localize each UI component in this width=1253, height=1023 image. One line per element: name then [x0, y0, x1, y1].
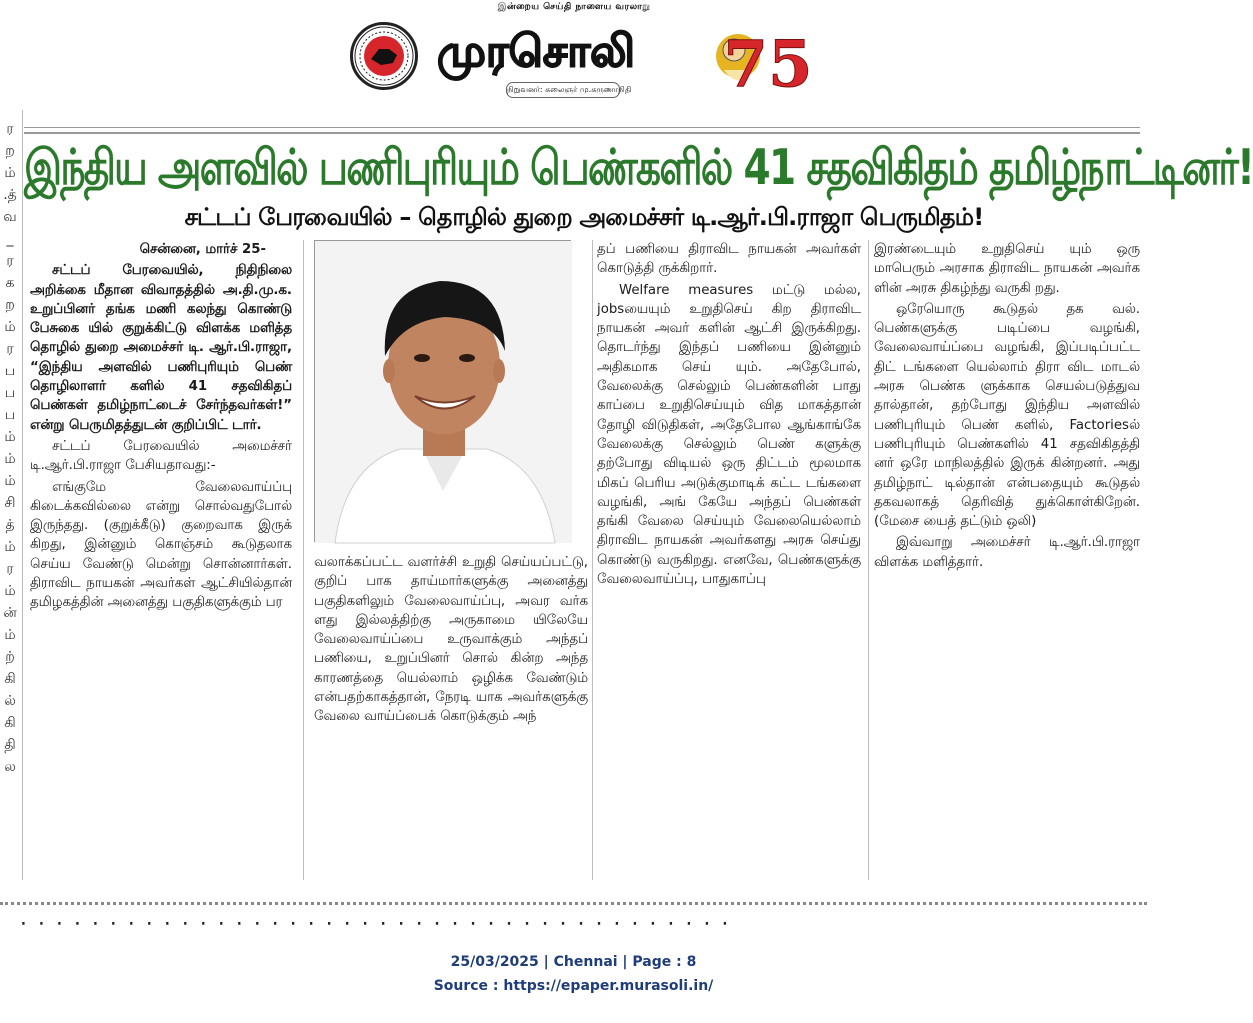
- body-paragraph: இரண்டையும் உறுதிசெய் யும் ஒரு மாபெரும் அரசாக திராவிட நாயகன் அவர்க ளின் அரசு திகழ்ந்து வருகி றது.: [874, 242, 1140, 296]
- article-column-2: [314, 553, 588, 880]
- body-paragraph: எங்குமே வேலைவாய்ப்பு கிடைக்கவில்லை என்று சொல்வதுபோல் இருந்தது. (குறுக்கீடு) குறைவாக இருக் கிறது, இன்னும் கொஞ்சம் கூடுதலாக செய்ய வேண்டு மென்று சொன்னார்கள். திராவிட நாயகன் அவர்கள் ஆட்சியில்தான் தமிழகத்தின் அனைத்து பகுதிகளுக்கும் பர: [30, 479, 292, 611]
- strip-glyph: ற: [5, 143, 15, 159]
- footer-source-link[interactable]: Source : https://epaper.murasoli.in/: [433, 978, 714, 994]
- strip-glyph: ப: [4, 363, 16, 379]
- strip-glyph: சி: [4, 495, 16, 511]
- strip-glyph: .த்: [3, 187, 17, 203]
- article-column-3: [597, 240, 861, 880]
- strip-glyph: த்: [5, 517, 15, 533]
- body-paragraph: சட்டப் பேரவையில் அமைச்சர் டி.ஆர்.பி.ராஜா பேசியதாவது:-: [30, 438, 292, 474]
- strip-glyph: வ: [3, 209, 17, 225]
- strip-glyph: ல்: [4, 693, 16, 709]
- article-subhead: சட்டப் பேரவையில் – தொழில் துறை அமைச்சர் டி.ஆர்.பி.ராஜா பெருமிதம்!: [184, 203, 984, 231]
- strip-glyph: கி: [4, 671, 16, 687]
- strip-glyph: ர: [6, 121, 14, 137]
- strip-glyph: _: [6, 231, 14, 247]
- strip-glyph: ம்: [4, 429, 16, 445]
- strip-glyph: ம்: [4, 583, 16, 599]
- anniversary-number: 75: [723, 27, 813, 102]
- strip-glyph: ம்: [4, 473, 16, 489]
- strip-glyph: ல: [4, 759, 16, 775]
- masthead-tagline: இன்றைய செய்தி நாளைய வரலாறு: [497, 2, 651, 12]
- strip-glyph: தி: [4, 737, 16, 753]
- adjacent-article-strip: [0, 118, 20, 863]
- party-seal-icon: [350, 22, 418, 90]
- article-column-1: [30, 240, 292, 880]
- epaper-footer: [0, 950, 1147, 998]
- lead-paragraph: சட்டப் பேரவையில், நிதிநிலை அறிக்கை மீதான விவாதத்தில் அ.தி.மு.க. உறுப்பினர் தங்க மணி கலந்து கொண்டு பேசுகை யில் குறுக்கிட்டு விளக்க மளித்த தொழில் துறை அமைச்சர் டி. ஆர்.பி.ராஜா, “இந்திய அளவில் பணிபுரியும் பெண் தொழிலாளர் களில் 41 சதவிகிதப் பெண்கள் தமிழ்நாட்டைச் சேர்ந்தவர்கள்!” என்று பெருமிதத்துடன் குறிப்பிட் டார்.: [30, 263, 292, 433]
- body-paragraph: ஒரேயொரு கூடுதல் தக வல். பெண்களுக்கு படிப்பை வழங்கி, வேலைவாய்ப்பை வழங்கி, இப்படிப்பட்ட திட் டங்களை யெல்லாம் திரா விட மாடல் அரசு பெண்க ளுக்காக செயல்படுத்துவ தால்தான், தற்போது இந்திய அளவில் பணிபுரியும் பெண் களில், Factoriesல் பணிபுரியும் பெண்களில் 41 சதவிகிதத்தி னர் ஒரே மாநிலத்தில் இருக் கின்றனர். அது தமிழ்நாட் டில்தான் என்பதையும் கூடுதல் தகவலாகத் தெரிவித் துக்கொள்கிறேன். (மேசை யைத் தட்டும் ஒலி): [874, 301, 1140, 530]
- column-divider: [592, 240, 593, 880]
- strip-glyph: ம்: [4, 451, 16, 467]
- logo-wordmark: முரசொலி: [437, 26, 635, 77]
- article-bottom-rule: [0, 902, 1147, 905]
- column-divider: [868, 240, 869, 880]
- strip-glyph: ற்: [5, 649, 15, 665]
- strip-glyph: ம்: [4, 627, 16, 643]
- anniversary-75-badge: [698, 8, 813, 102]
- minister-photo: [314, 240, 571, 542]
- strip-glyph: கி: [4, 715, 16, 731]
- body-paragraph: தப் பணியை திராவிட நாயகன் அவர்கள் கொடுத்தி ருக்கிறார்.: [597, 242, 861, 277]
- dateline: சென்னை, மார்ச் 25-: [139, 242, 266, 257]
- closing-paragraph: இவ்வாறு அமைச்சர் டி.ஆர்.பி.ராஜா விளக்க மளித்தார்.: [874, 535, 1140, 570]
- strip-glyph: ம்: [4, 539, 16, 555]
- strip-glyph: ன்: [3, 605, 17, 621]
- strip-glyph: ப: [4, 385, 16, 401]
- murasoli-logo: [420, 12, 652, 82]
- clipped-glyphs: ⋅ ⋅ ⋅ ⋅ ⋅ ⋅ ⋅ ⋅ ⋅ ⋅ ⋅ ⋅ ⋅ ⋅ ⋅ ⋅ ⋅ ⋅ ⋅ ⋅ ⋅ ⋅ ⋅ ⋅ ⋅ ⋅ ⋅ ⋅ ⋅ ⋅ ⋅ ⋅ ⋅ ⋅ ⋅ ⋅ ⋅ ⋅ ⋅ ⋅: [20, 912, 731, 937]
- strip-glyph: ற: [5, 297, 15, 313]
- masthead: [346, 2, 813, 102]
- strip-glyph: க: [5, 275, 15, 291]
- strip-glyph: ம்: [4, 319, 16, 335]
- strip-glyph: ர: [6, 561, 14, 577]
- masthead-founder-line: நிறுவனர்: கலைஞர் மு.கருணாநிதி: [506, 82, 620, 98]
- article-headline: இந்திய அளவில் பணிபுரியும் பெண்களில் 41 சதவிகிதம் தமிழ்நாட்டினர்!: [24, 140, 1253, 197]
- strip-glyph: ப: [4, 407, 16, 423]
- column-divider: [303, 240, 304, 880]
- strip-glyph: ர: [6, 253, 14, 269]
- body-paragraph: வலாக்கப்பட்ட வளர்ச்சி உறுதி செய்யப்பட்டு, குறிப் பாக தாய்மார்களுக்கு அனைத்து பகுதிகளிலும் வேலைவாய்ப்பு, அவர வர்க ளது இல்லத்திற்கு அருகாமை யிலேயே வேலைவாய்ப்பை உருவாக்கும் அந்தப் பணியை, உறுப்பினர் சொல் கின்ற அந்த காரணத்தை யெல்லாம் ஒழிக்க வேண்டும் என்பதற்காகத்தான், நேரடி யாக அவர்களுக்கு வேலை வாய்ப்பைக் கொடுக்கும் அந்: [314, 555, 588, 725]
- column-divider: [22, 110, 23, 880]
- footer-date-page: 25/03/2025 | Chennai | Page : 8: [450, 954, 697, 970]
- strip-glyph: ம்: [4, 165, 16, 181]
- next-article-clipped-text: [20, 908, 1140, 937]
- strip-glyph: ர: [6, 341, 14, 357]
- body-paragraph: Welfare measures மட்டு மல்ல, jobsயையும் உறுதிசெய் கிற திராவிட நாயகன் அவர் களின் ஆட்சி இருக்கிறது. தொடர்ந்து இந்தப் பணியை இன்னும் அதிகமாக செய் யும். அதேபோல், வேலைக்கு செல்லும் பெண்களின் பாது காப்பை உறுதிசெய்யும் வித மாகத்தான் தோழி விடுதிகள், அதேபோல ஆங்காங்கே வேலைக்கு செல்லும் பெண் களுக்கு தற்போது விடியல் ஒரு திட்டம் மூலமாக மிகப் பெரிய அடுக்குமாடிக் கட்ட டங்களை வழங்கி, அங் கேயே அந்தப் பெண்கள் தங்கி வேலை செய்யும் வேலையெல்லாம் திராவிட நாயகன் அவர்களது அரசு செய்து கொண்டு வருகிறது. எனவே, பெண்களுக்கு வேலைவாய்ப்பு, பாதுகாப்பு: [597, 282, 861, 588]
- article-column-4: [874, 240, 1140, 890]
